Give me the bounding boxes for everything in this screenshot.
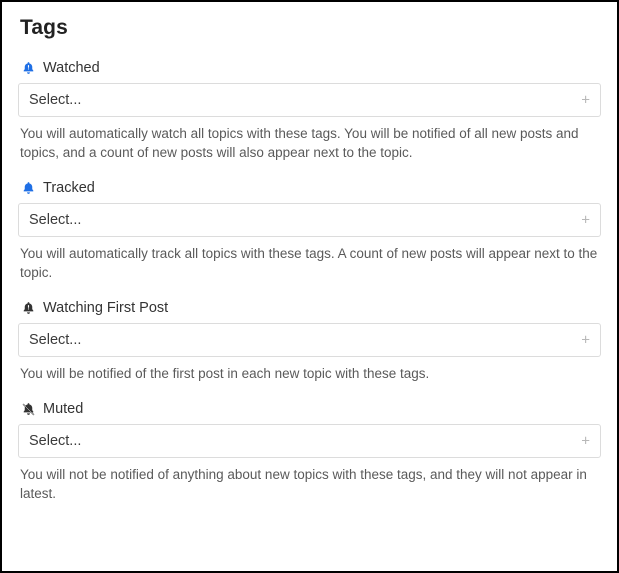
plus-icon[interactable]: + (581, 91, 590, 109)
watching-first-post-help-text: You will be notified of the first post in each new topic with these tags. (20, 366, 430, 381)
bell-slash-icon (20, 401, 36, 417)
watching-first-post-tags-select[interactable] (18, 323, 601, 357)
section-muted (18, 401, 601, 503)
section-label-text: Tracked (43, 180, 95, 196)
plus-icon[interactable]: + (581, 331, 590, 349)
section-tracked (18, 180, 601, 282)
bell-exclamation-icon (20, 60, 36, 76)
watched-help-text: You will automatically watch all topics with these tags. You will be notified of all new posts and topics, and a count of new posts will also appear next to the topic. (20, 126, 579, 160)
section-label-text: Watched (43, 60, 100, 76)
section-watching-first-post (18, 300, 601, 383)
select-placeholder: Select... (29, 432, 82, 449)
muted-help-text: You will not be notified of anything about new topics with these tags, and they will not appear in latest. (20, 467, 587, 501)
tracked-help-text: You will automatically track all topics with these tags. A count of new posts will appear next to the topic. (20, 246, 598, 280)
section-watched (18, 60, 601, 162)
plus-icon[interactable]: + (581, 432, 590, 450)
plus-icon[interactable]: + (581, 211, 590, 229)
tracked-tags-select[interactable] (18, 203, 601, 237)
section-label-watching-first-post (20, 300, 601, 316)
bell-exclamation-dark-icon (20, 300, 36, 316)
bell-icon (20, 180, 36, 196)
section-label-watched (20, 60, 601, 76)
section-label-text: Muted (43, 401, 84, 417)
page-title: Tags (20, 16, 68, 39)
watched-tags-select[interactable] (18, 83, 601, 117)
section-label-tracked (20, 180, 601, 196)
select-placeholder: Select... (29, 331, 82, 348)
section-label-text: Watching First Post (43, 300, 169, 316)
section-label-muted (20, 401, 601, 417)
select-placeholder: Select... (29, 211, 82, 228)
select-placeholder: Select... (29, 91, 82, 108)
muted-tags-select[interactable] (18, 424, 601, 458)
